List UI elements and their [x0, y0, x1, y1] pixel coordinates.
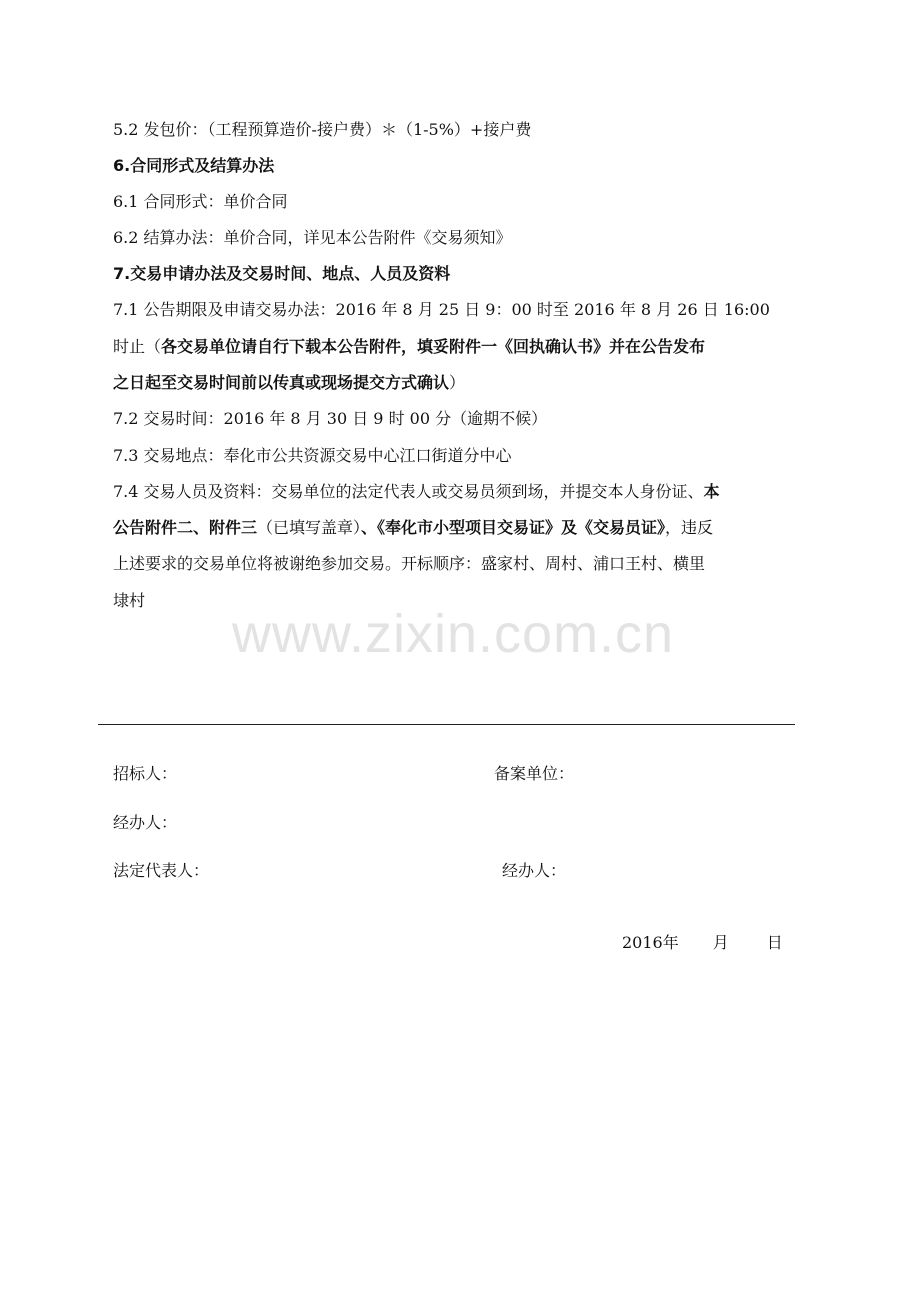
- clause-7-4-line2: [113, 516, 873, 540]
- clause-7-4-bold-c: 、《奉化市小型项目交易证》及《交易员证》: [361, 518, 666, 537]
- handler-label-left: 经办人：: [113, 813, 178, 832]
- clause-7-4-suffix: ，违反: [665, 518, 714, 537]
- clause-7-4-line4: 埭村: [113, 591, 146, 610]
- clause-7-4-bold-b: 公告附件二、附件三: [113, 518, 258, 537]
- legal-representative-label: 法定代表人：: [113, 861, 210, 880]
- section-7-heading: 7.交易申请办法及交易时间、地点、人员及资料: [113, 264, 451, 283]
- clause-7-1-line3: [113, 371, 873, 395]
- date-day: 日: [766, 933, 783, 952]
- clause-7-4-line3: 上述要求的交易单位将被谢绝参加交易。开标顺序：盛家村、周村、浦口王村、横里: [113, 554, 706, 573]
- handler-label-right: 经办人：: [502, 861, 567, 880]
- date-month: 月: [712, 933, 729, 952]
- clause-7-1-line1: 7.1 公告期限及申请交易办法：2016 年 8 月 25 日 9：00 时至 2016 年 8 月 26 日 16:00: [113, 300, 770, 319]
- date-year: 2016年: [622, 933, 679, 952]
- divider-line: [98, 724, 795, 725]
- clause-7-1-line2: [113, 335, 873, 359]
- clause-7-4-bold-a: 本: [703, 482, 720, 501]
- clause-7-4-line1: [113, 480, 873, 504]
- clause-7-2: 7.2 交易时间：2016 年 8 月 30 日 9 时 00 分（逾期不候）: [113, 409, 548, 428]
- clause-7-1-suffix: ）: [449, 373, 466, 392]
- clause-7-1-notice-bold-cont: 之日起至交易时间前以传真或现场提交方式确认: [113, 373, 450, 392]
- date-line: [622, 931, 783, 955]
- clause-7-4-mid: （已填写盖章）: [257, 518, 362, 537]
- clause-6-1: 6.1 合同形式：单价合同: [113, 192, 288, 211]
- clause-6-2: 6.2 结算办法：单价合同，详见本公告附件《交易须知》: [113, 228, 512, 247]
- clause-5-2: 5.2 发包价：（工程预算造价-接户费）＊（1-5%）+接户费: [113, 120, 532, 139]
- clause-7-1-notice-bold: 各交易单位请自行下载本公告附件，填妥附件一《回执确认书》并在公告发布: [161, 337, 706, 356]
- clause-7-1-prefix: 时止（: [113, 337, 162, 356]
- clause-7-3: 7.3 交易地点：奉化市公共资源交易中心江口街道分中心: [113, 446, 512, 465]
- tenderer-label: 招标人：: [113, 764, 178, 783]
- watermark: www.zixin.com.cn: [232, 604, 675, 664]
- filing-unit-label: 备案单位：: [494, 764, 575, 783]
- section-6-heading: 6.合同形式及结算办法: [113, 156, 275, 175]
- clause-7-4-prefix: 7.4 交易人员及资料：交易单位的法定代表人或交易员须到场，并提交本人身份证、: [113, 482, 704, 501]
